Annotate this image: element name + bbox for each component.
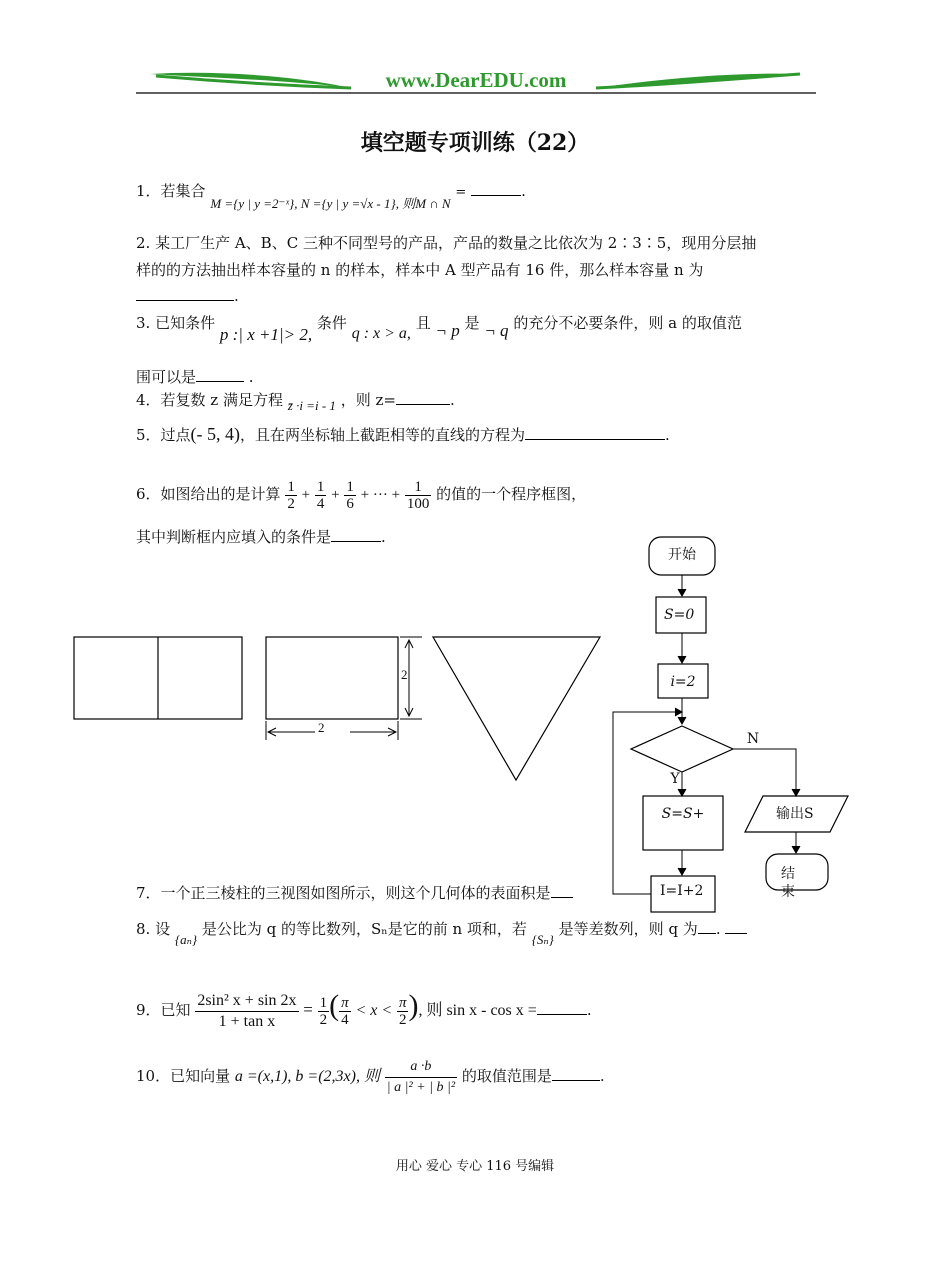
flow-start: 开始: [668, 547, 696, 563]
question-7: 7．一个正三棱柱的三视图如图所示，则这个几何体的表面积是: [136, 882, 573, 904]
question-8: 8. 设 {aₙ} 是公比为 q 的等比数列，Sₙ是它的前 n 项和，若 {Sₙ} 是等差数列，则 q 为 .: [136, 918, 747, 941]
q1-blank: [471, 181, 521, 196]
dim-label-height: 2: [401, 667, 408, 682]
header-banner: [136, 66, 816, 96]
q2-blank: [136, 286, 234, 301]
q3-blank: [196, 367, 244, 382]
flow-output: 输出S: [776, 806, 814, 822]
question-6: 6．如图给出的是计算 $\frac{1}{2}$ + $\frac{1}{4}$ + $\frac{1}{6}$ + ··· + $\frac{1}{100}$ 的值的一个程序框图，: [136, 478, 587, 512]
flow-label-n: N: [746, 731, 760, 747]
q4-blank: [396, 390, 450, 405]
q6-blank: [331, 527, 381, 542]
question-9: 9．已知 $\frac{\text{2sin² x + sin 2x}}{\text{1 + tan x}}$ = $\frac{1}{2}$ ( $\frac{\pi}{4}$ < x < $\frac{\pi}{2}$ ), 则 sin x - cos x = .: [136, 989, 592, 1030]
flow-init-i: i=2: [670, 674, 696, 690]
q1-expression: M ={y | y =2⁻ˣ}, N ={y | y =√x - 1}, 则M ∩ N: [210, 196, 451, 211]
page-footer: 用心 爱心 专心 116 号编辑: [395, 1159, 555, 1174]
flow-update: S=S+: [661, 806, 705, 822]
question-2-line2: 样的的方法抽出样本容量的 n 的样本，样本中 A 型产品有 16 件，那么样本容量 n 为: [136, 261, 704, 279]
flow-increment: I=I+2: [660, 883, 704, 899]
page-title: 填空题专项训练（22）: [360, 130, 590, 156]
question-4: 4．若复数 z 满足方程 z̄ ·i =i - 1 ，则 z= .: [136, 391, 455, 413]
q5-blank: [525, 425, 665, 440]
question-3-line2: 围可以是 .: [136, 368, 254, 386]
flow-init-s: S=0: [664, 607, 695, 623]
q10-blank: [552, 1066, 600, 1081]
three-views-diagram: [60, 620, 620, 790]
q7-blank: [551, 883, 573, 898]
question-2-line1: 2. 某工厂生产 A、B、C 三种不同型号的产品，产品的数量之比依次为 2∶3∶5，现用分层抽: [136, 234, 757, 252]
question-6-line2: 其中判断框内应填入的条件是 .: [136, 528, 386, 546]
flowchart-diagram: [600, 530, 860, 920]
question-10: 10．已知向量 a =(x,1), b =(2,3x), 则 $\frac{a \cdot b}{\text{| a |² + | b |²}}$ 的取值范围是 .: [136, 1058, 605, 1095]
q8-blank: [698, 919, 716, 934]
flow-end: 结束: [781, 866, 795, 900]
question-1: 1．若集合 M ={y | y =2⁻ˣ}, N ={y | y =√x - 1}, 则M ∩ N = .: [136, 182, 526, 211]
dim-label-width: 2: [318, 720, 325, 735]
question-5: 5．过点(- 5, 4)，且在两坐标轴上截距相等的直线的方程为 .: [136, 424, 670, 444]
flow-label-y: Y: [670, 771, 680, 787]
q9-blank: [537, 1000, 587, 1015]
question-3: 3. 已知条件 p :| x +1|> 2, 条件 q : x > a, 且 ¬ p 是 ¬ q 的充分不必要条件，则 a 的取值范: [136, 314, 742, 344]
question-2-line3: .: [136, 285, 239, 307]
site-name: www.DearEDU.com: [385, 68, 567, 92]
